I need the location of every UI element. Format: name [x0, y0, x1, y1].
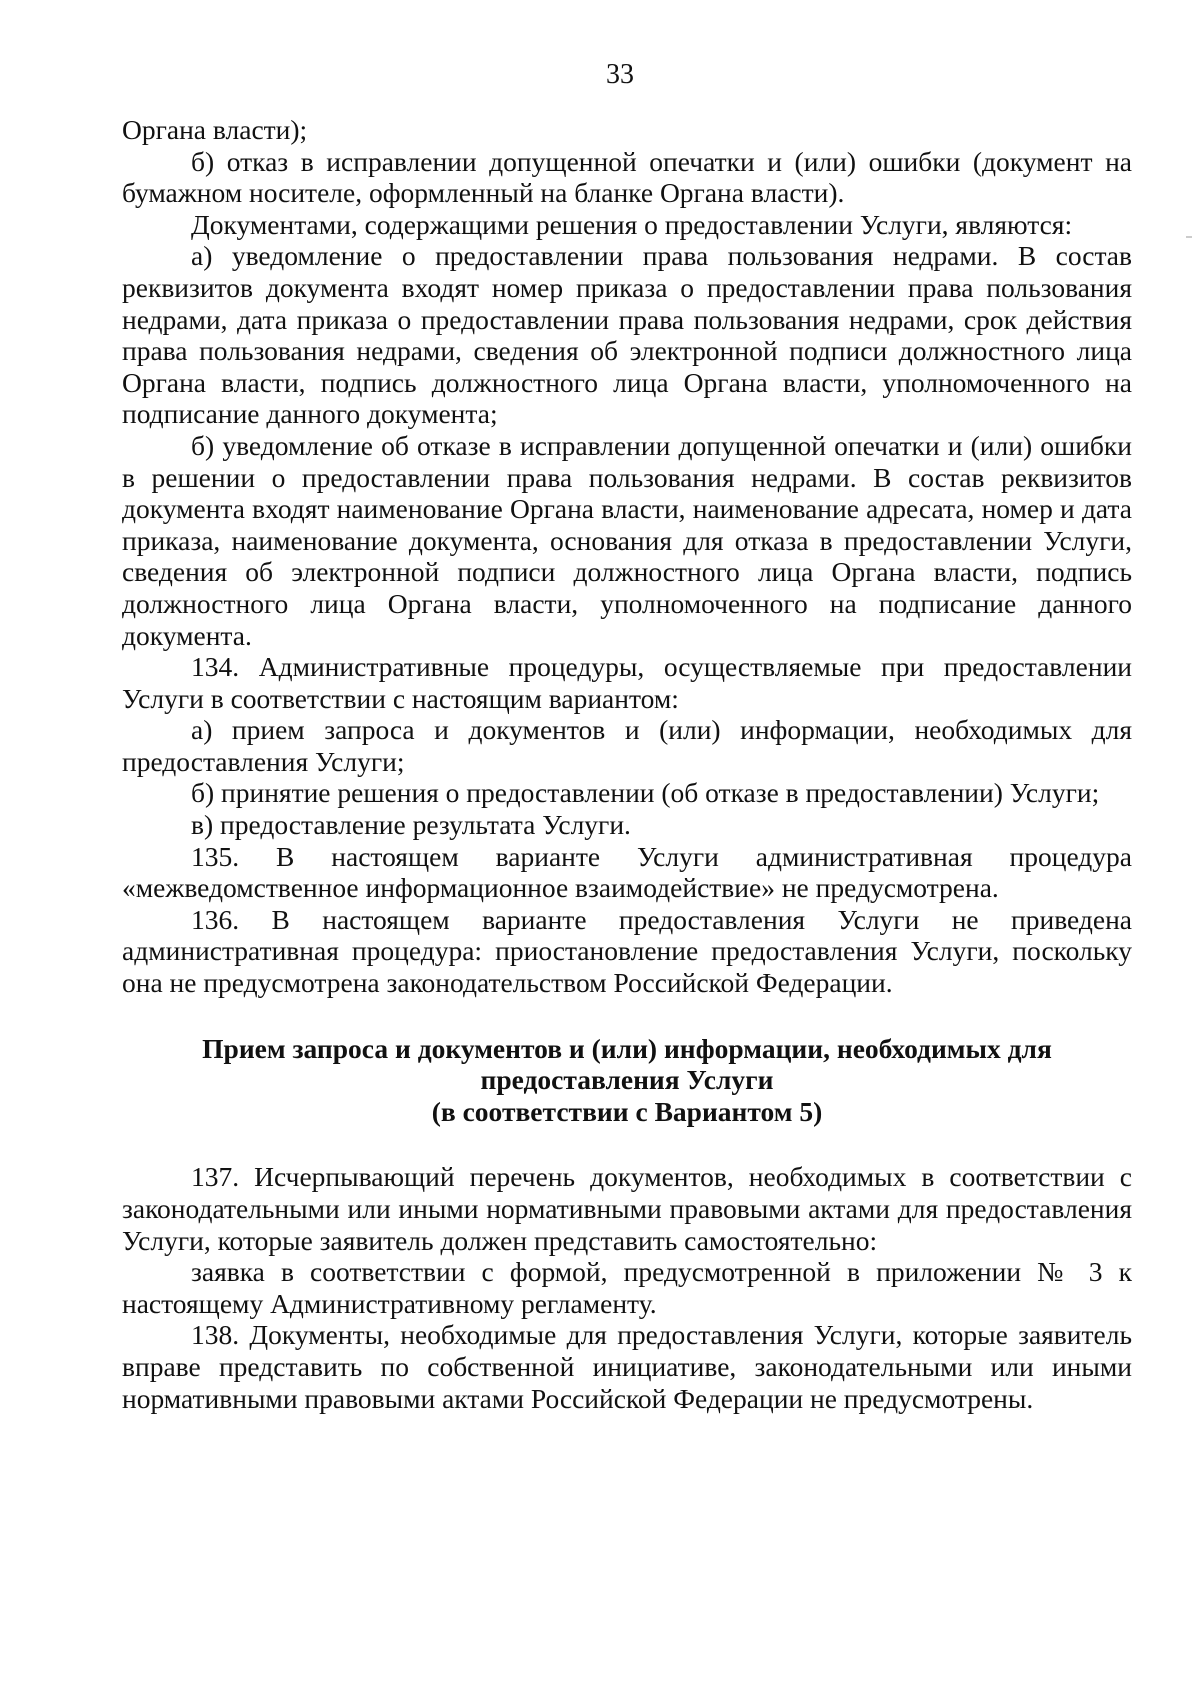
scan-artifact: [1186, 236, 1192, 238]
paragraph: а) прием запроса и документов и (или) информации, необходимых для предоставления Услуги;: [122, 714, 1132, 777]
section-heading-line: (в соответствии с Вариантом 5): [431, 1095, 823, 1127]
paragraph: Документами, содержащими решения о предоставлении Услуги, являются:: [191, 208, 1073, 240]
paragraph: б) принятие решения о предоставлении (об отказе в предоставлении) Услуги;: [191, 777, 1100, 809]
paragraph: б) отказ в исправлении допущенной опечатки и (или) ошибки (документ на бумажном носителе, оформленный на бланке Органа власти).: [122, 145, 1132, 209]
document-body: [122, 114, 1132, 1414]
paragraph-continuation: Органа власти);: [122, 114, 308, 145]
section-heading-line: Прием запроса и документов и (или) информации, необходимых для: [202, 1032, 1052, 1064]
paragraph-item-134: 134. Административные процедуры, осуществляемые при предоставлении Услуги в соответствии с настоящим вариантом:: [122, 651, 1132, 714]
page-number: 33: [606, 59, 634, 90]
paragraph-item-136: 136. В настоящем варианте предоставления Услуги не приведена административная процедура: приостановление предоставления Услуги, поскольку она не предусмотрена законодательством Российской Федерации.: [122, 903, 1132, 999]
paragraph: а) уведомление о предоставлении права пользования недрами. В состав реквизитов документа входят номер приказа о предоставлении права пользования недрами, дата приказа о предоставлении права пользования недрами, срок действия права пользования недрами, сведения об электронной подписи должностного лица Органа власти, подпись должностного лица Органа власти, уполномоченного на подписание данного документа;: [122, 240, 1132, 430]
paragraph: в) предоставление результата Услуги.: [191, 809, 631, 841]
section-heading: [122, 1033, 1132, 1128]
paragraph: б) уведомление об отказе в исправлении допущенной опечатки и (или) ошибки в решении о предоставлении права пользования недрами. В состав реквизитов документа входят наименование Органа власти, наименование адресата, номер и дата приказа, наименование документа, основания для отказа в предоставлении Услуги, сведения об электронной подписи должностного лица Органа власти, подпись должностного лица Органа власти, уполномоченного на подписание данного документа.: [122, 429, 1132, 651]
paragraph: заявка в соответствии с формой, предусмотренной в приложении № 3 к настоящему Административному регламенту.: [122, 1256, 1132, 1319]
section-heading-line: предоставления Услуги: [480, 1064, 774, 1096]
paragraph-item-137: 137. Исчерпывающий перечень документов, необходимых в соответствии с законодательными или иными нормативными правовыми актами для предоставления Услуги, которые заявитель должен представить самостоятельно:: [122, 1161, 1132, 1256]
paragraph-item-138: 138. Документы, необходимые для предоставления Услуги, которые заявитель вправе представить по собственной инициативе, законодательными или иными нормативными правовыми актами Российской Федерации не предусмотрены.: [122, 1319, 1132, 1414]
paragraph-item-135: 135. В настоящем варианте Услуги административная процедура «межведомственное информационное взаимодействие» не предусмотрена.: [122, 840, 1132, 904]
